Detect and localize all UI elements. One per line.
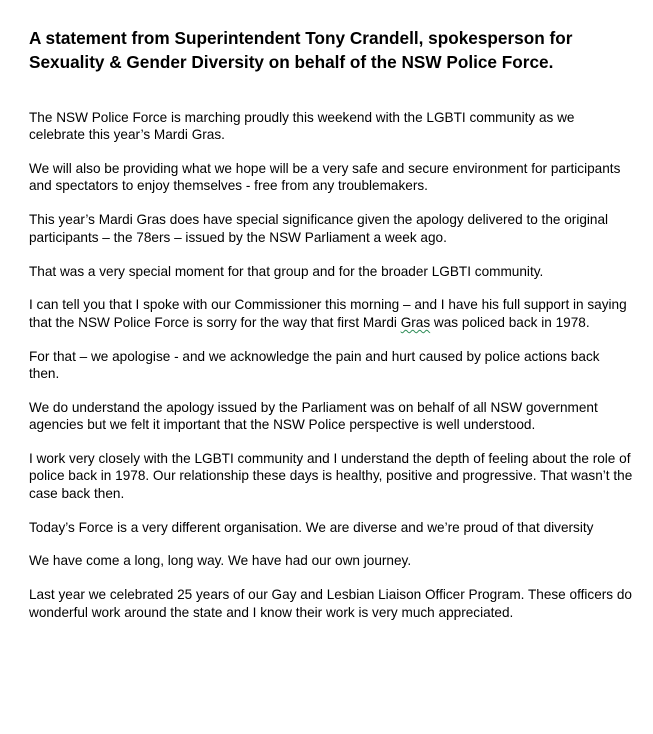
paragraph-parliament-apology: We do understand the apology issued by the Parliament was on behalf of all NSW government agencies but we felt it important that the NSW Police perspective is well understood.	[29, 399, 598, 433]
paragraph-relationship: I work very closely with the LGBTI community and I understand the depth of feeling about the role of police back in 1978. Our relationship these days is healthy, positive and progressive. That wasn’t the case back then.	[29, 451, 633, 501]
statement-title: A statement from Superintendent Tony Crandell, spokesperson for Sexuality & Gender Diversity on behalf of the NSW Police Force.	[29, 28, 573, 72]
paragraph-commissioner-end: was policed back in 1978.	[430, 314, 590, 330]
paragraph-journey: We have come a long, long way. We have had our own journey.	[29, 553, 412, 569]
paragraph-commissioner	[29, 296, 633, 331]
paragraph-apology-significance: This year’s Mardi Gras does have special significance given the apology delivered to the original participants – the 78ers – issued by the NSW Parliament a week ago.	[29, 212, 609, 245]
paragraph-special-moment: That was a very special moment for that group and for the broader LGBTI community.	[29, 263, 544, 279]
paragraph-liaison-program: Last year we celebrated 25 years of our Gay and Lesbian Liaison Officer Program. These officers do wonderful work around the state and I know their work is very much appreciated.	[29, 587, 632, 620]
paragraph-marching: The NSW Police Force is marching proudly this weekend with the LGBTI community as we celebrate this year’s Mardi Gras.	[29, 110, 575, 143]
paragraph-commissioner-start: I can tell you that I spoke with our Commissioner this morning – and I have his full support in saying that the NSW Police Force is sorry for the way that first Mardi	[29, 297, 627, 330]
paragraph-safety: We will also be providing what we hope will be a very safe and secure environment for participants and spectators to enjoy themselves - free from any troublemakers.	[29, 161, 621, 194]
paragraph-we-apologise: For that – we apologise - and we acknowledge the pain and hurt caused by police actions back then.	[29, 348, 600, 381]
paragraph-diverse-force: Today’s Force is a very different organisation. We are diverse and we’re proud of that diversity	[29, 519, 594, 535]
spellcheck-flagged-word: Gras	[400, 314, 431, 330]
